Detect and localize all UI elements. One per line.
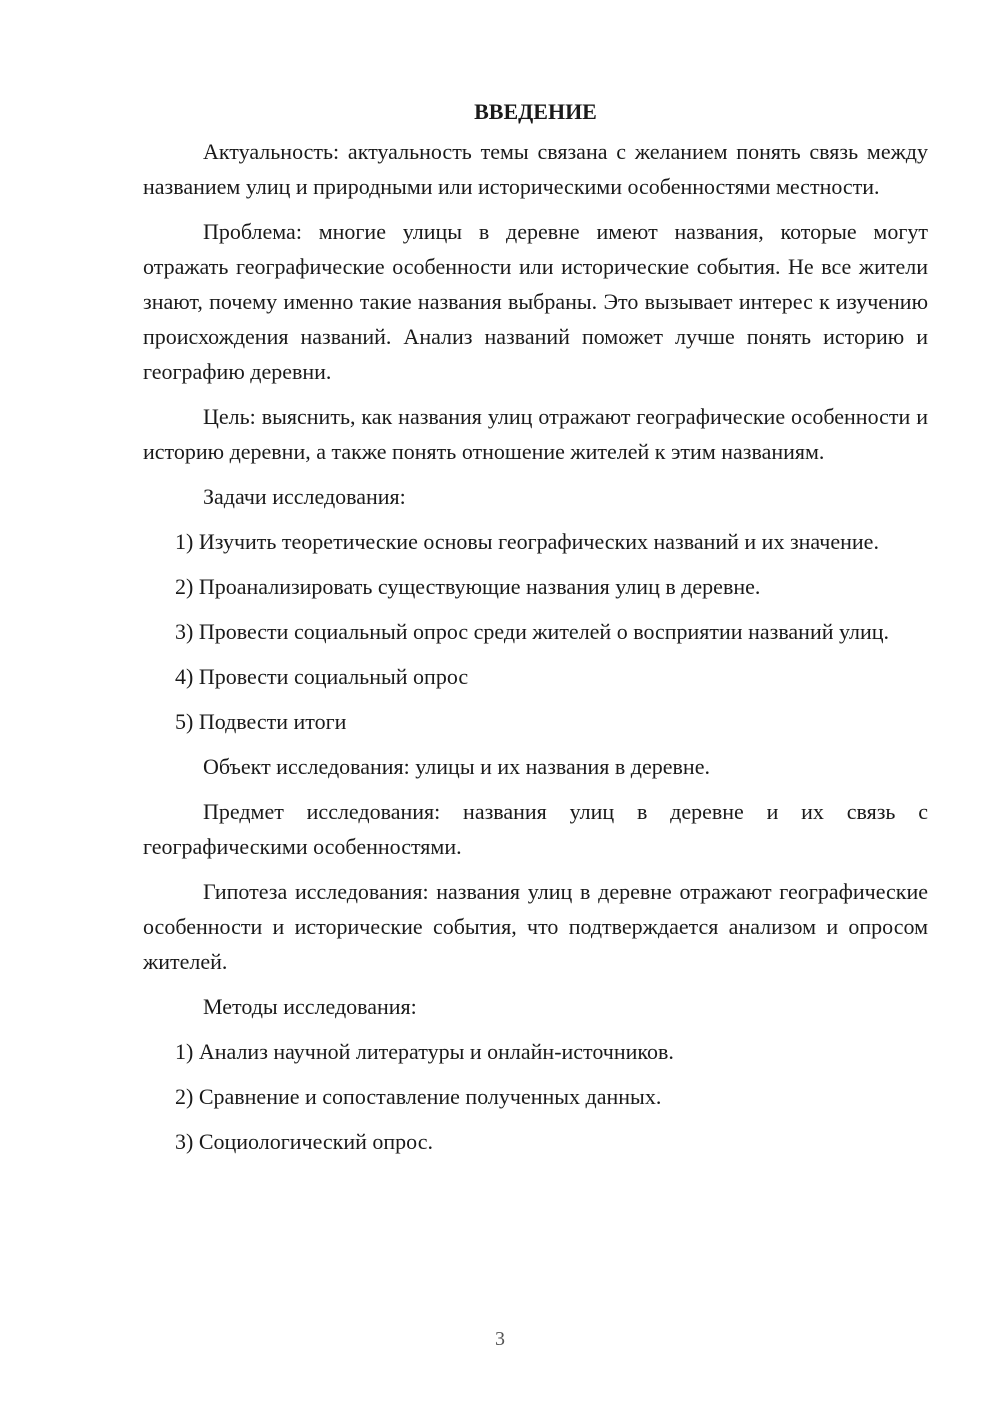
method-item: 3) Социологический опрос. [175,1129,433,1154]
page-title: ВВЕДЕНИЕ [474,99,597,124]
problem-paragraph: Проблема: многие улицы в деревне имеют названия, которые могут отражать географические особенности или исторические события. Не все жители знают, почему именно такие названия выбраны. Это вызывает интерес к изучению происхождения названий. Анализ названий поможет лучше понять историю и географию деревни. [143,219,928,384]
task-item: 4) Провести социальный опрос [175,664,469,689]
hypothesis-paragraph: Гипотеза исследования: названия улиц в деревне отражают географические особенности и исторические события, что подтверждается анализом и опросом жителей. [143,879,928,974]
task-item: 3) Провести социальный опрос среди жителей о восприятии названий улиц. [175,619,890,644]
page-number: 3 [495,1328,505,1350]
method-item: 2) Сравнение и сопоставление полученных данных. [175,1084,662,1109]
task-item: 5) Подвести итоги [175,709,347,734]
task-item: 2) Проанализировать существующие названия улиц в деревне. [175,574,761,599]
relevance-paragraph: Актуальность: актуальность темы связана с желанием понять связь между названием улиц и природными или историческими особенностями местности. [143,139,928,199]
subject-paragraph: Предмет исследования: названия улиц в деревне и их связь с географическими особенностями. [143,799,928,859]
goal-paragraph: Цель: выяснить, как названия улиц отражают географические особенности и историю деревни, а также понять отношение жителей к этим названиям. [143,404,928,464]
method-item: 1) Анализ научной литературы и онлайн-источников. [175,1039,674,1064]
object-paragraph: Объект исследования: улицы и их названия в деревне. [203,754,710,779]
page-content [143,94,928,1169]
methods-heading: Методы исследования: [203,994,417,1019]
tasks-heading: Задачи исследования: [203,484,406,509]
task-item: 1) Изучить теоретические основы географических названий и их значение. [175,529,879,554]
